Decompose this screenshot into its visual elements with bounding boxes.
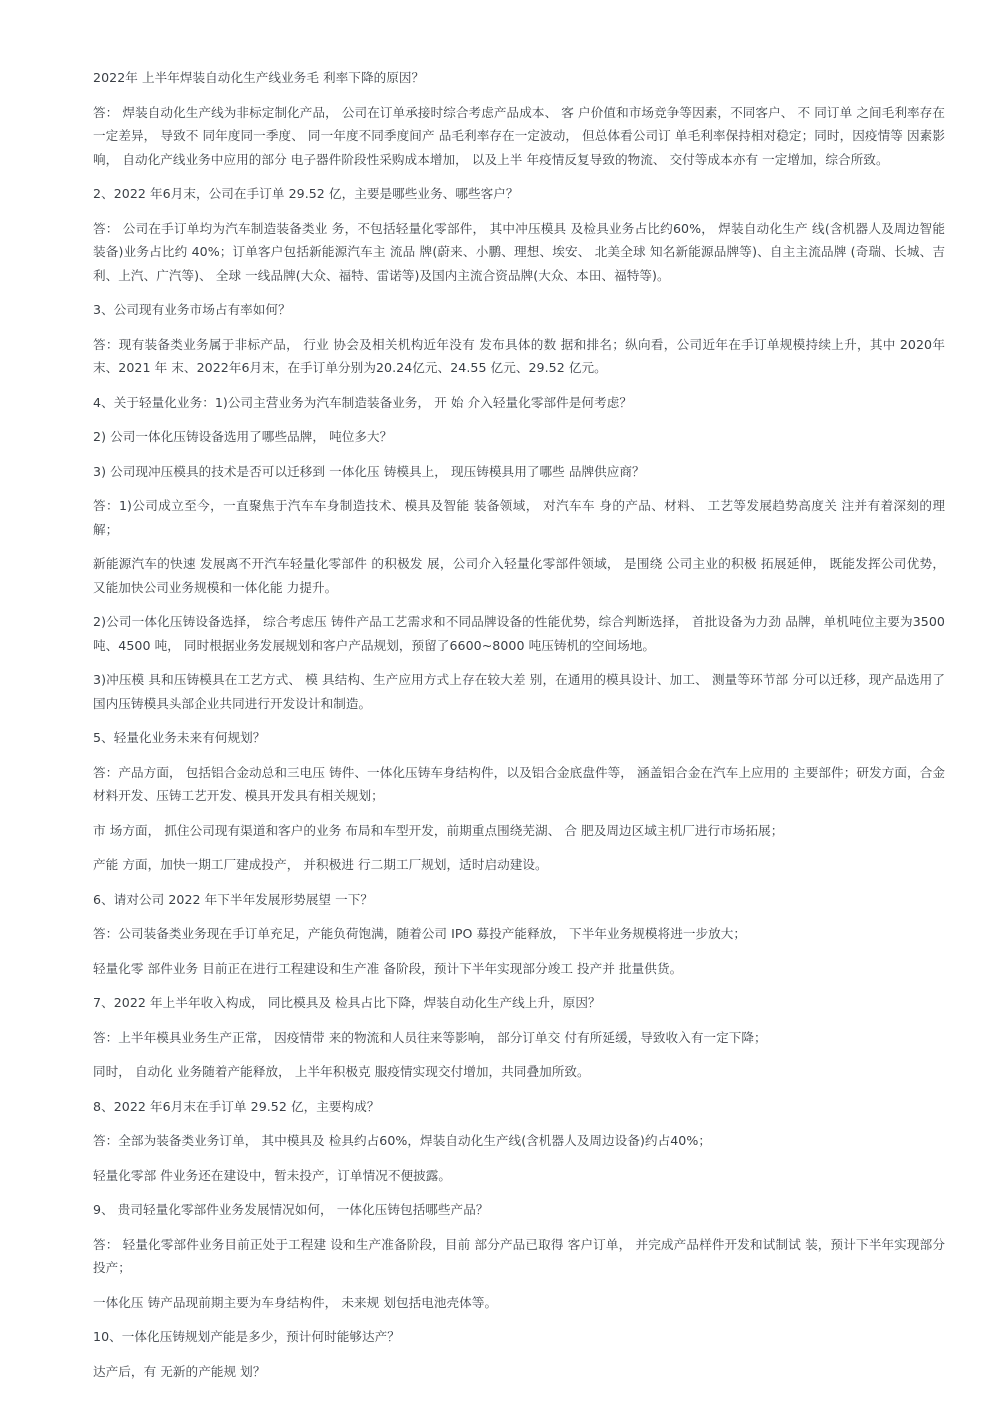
answer-4-part-3: 3)冲压模 具和压铸模具在工艺方式、 模 具结构、生产应用方式上存在较大差 别，在通用的模具设计、加工、 测量等环节部 分可以迁移，现产品选用了国内压铸模具头部企业共同进行开发设计和制造。 bbox=[93, 672, 945, 711]
answer-6-part-2: 轻量化零 部件业务 目前正在进行工程建设和生产准 备阶段，预计下半年实现部分竣工 投产并 批量供货。 bbox=[93, 960, 683, 976]
answer-9-part-1: 答： 轻量化零部件业务目前正处于工程建 设和生产准备阶段，目前 部分产品已取得 客户订单， 并完成产品样件开发和试制试 装，预计下半年实现部分投产； bbox=[93, 1236, 945, 1275]
answer-2: 答： 公司在手订单均为汽车制造装备类业 务，不包括轻量化零部件， 其中冲压模具 及检具业务占比约60%， 焊装自动化生产 线(含机器人及周边智能装备)业务占比约 40%；订单客户包括新能源汽车主 流品 牌(蔚来、小鹏、理想、埃安、 北美全球 知名新能源品牌等)、自主主流品牌 (奇瑞、长城、吉利、上汽、广汽等)、 全球 一线品牌(大众、福特、雷诺等)及国内主流合资品牌(大众、本田、福特等)。 bbox=[93, 220, 945, 283]
question-10: 10、一体化压铸规划产能是多少，预计何时能够达产？ bbox=[93, 1329, 400, 1344]
question-2: 2、2022 年6月末，公司在手订单 29.52 亿，主要是哪些业务、哪些客户？ bbox=[93, 186, 519, 201]
question-7: 7、2022 年上半年收入构成， 同比模具及 检具占比下降，焊装自动化生产线上升，原因？ bbox=[93, 995, 601, 1010]
document-body bbox=[93, 66, 945, 1394]
question-1: 2022年 上半年焊装自动化生产线业务毛 利率下降的原因？ bbox=[93, 70, 425, 85]
answer-1: 答： 焊装自动化生产线为非标定制化产品， 公司在订单承接时综合考虑产品成本、 客 户价值和市场竞争等因素，不同客户、 不 同订单 之间毛利率存在一定差异， 导致不 同年度同一季度、 同一年度不同季度间产 品毛利率存在一定波动， 但总体看公司订 单毛利率保持相对稳定；同时，因疫情等 因素影响， 自动化产线业务中应用的部分 电子器件阶段性采购成本增加， 以及上半 年疫情反复导致的物流、 交付等成本亦有 一定增加，综合所致。 bbox=[93, 104, 945, 167]
question-5: 5、轻量化业务未来有何规划？ bbox=[93, 730, 266, 745]
question-4-part-3: 3) 公司现冲压模具的技术是否可以迁移到 一体化压 铸模具上， 现压铸模具用了哪些 品牌供应商？ bbox=[93, 463, 645, 479]
answer-4-part-2: 2)公司一体化压铸设备选择， 综合考虑压 铸件产品工艺需求和不同品牌设备的性能优势，综合判断选择， 首批设备为力劲 品牌，单机吨位主要为3500 吨、4500 吨， 同时根据业务发展规划和客户产品规划，预留了6600~8000 吨压铸机的空间场地。 bbox=[93, 614, 945, 653]
question-3: 3、公司现有业务市场占有率如何？ bbox=[93, 302, 291, 317]
answer-4-part-1b: 新能源汽车的快速 发展离不开汽车轻量化零部件 的积极发 展，公司介入轻量化零部件领域， 是围绕 公司主业的积极 拓展延伸， 既能发挥公司优势， 又能加快公司业务规模和一体化能 力提升。 bbox=[93, 556, 945, 595]
answer-9-part-2: 一体化压 铸产品现前期主要为车身结构件， 未来规 划包括电池壳体等。 bbox=[93, 1294, 498, 1310]
question-4-part-2: 2) 公司一体化压铸设备选用了哪些品牌， 吨位多大？ bbox=[93, 429, 393, 444]
answer-6-part-1: 答：公司装备类业务现在手订单充足，产能负荷饱满，随着公司 IPO 募投产能释放， 下半年业务规模将进一步放大； bbox=[93, 926, 747, 941]
question-6: 6、请对公司 2022 年下半年发展形势展望 一下？ bbox=[93, 891, 374, 907]
answer-5-market: 市 场方面， 抓住公司现有渠道和客户的业务 布局和车型开发，前期重点围绕芜湖、 合 肥及周边区域主机厂进行市场拓展； bbox=[93, 822, 784, 838]
question-10-followup: 达产后，有 无新的产能规 划？ bbox=[93, 1363, 266, 1379]
answer-8-part-2: 轻量化零部 件业务还在建设中，暂未投产，订单情况不便披露。 bbox=[93, 1167, 452, 1183]
question-8: 8、2022 年6月末在手订单 29.52 亿，主要构成？ bbox=[93, 1098, 380, 1114]
answer-4-part-1: 答：1)公司成立至今，一直聚焦于汽车车身制造技术、模具及智能 装备领域， 对汽车车 身的产品、材料、 工艺等发展趋势高度关 注并有着深刻的理解； bbox=[93, 498, 945, 537]
answer-8-part-1: 答：全部为装备类业务订单， 其中模具及 检具约占60%，焊装自动化生产线(含机器人及周边设备)约占40%； bbox=[93, 1133, 711, 1148]
question-4-part-1: 4、关于轻量化业务：1)公司主营业务为汽车制造装备业务， 开 始 介入轻量化零部件是何考虑？ bbox=[93, 394, 632, 410]
question-9: 9、 贵司轻量化零部件业务发展情况如何， 一体化压铸包括哪些产品？ bbox=[93, 1202, 489, 1217]
answer-5-capacity: 产能 方面，加快一期工厂建成投产， 并积极进 行二期工厂规划，适时启动建设。 bbox=[93, 857, 548, 872]
answer-5-product: 答：产品方面， 包括铝合金动总和三电压 铸件、一体化压铸车身结构件，以及铝合金底盘件等， 涵盖铝合金在汽车上应用的 主要部件；研发方面，合金材料开发、压铸工艺开发、模具开发具有相关规划； bbox=[93, 764, 945, 803]
answer-3: 答：现有装备类业务属于非标产品， 行业 协会及相关机构近年没有 发布具体的数 据和排名；纵向看，公司近年在手订单规模持续上升，其中 2020年末、2021 年 末、2022年6月末，在手订单分别为20.24亿元、24.55 亿元、29.52 亿元。 bbox=[93, 336, 945, 375]
answer-7-part-2: 同时， 自动化 业务随着产能释放， 上半年积极克 服疫情实现交付增加，共同叠加所致。 bbox=[93, 1064, 590, 1079]
answer-7-part-1: 答：上半年模具业务生产正常， 因疫情带 来的物流和人员往来等影响， 部分订单交 付有所延缓，导致收入有一定下降； bbox=[93, 1029, 767, 1045]
